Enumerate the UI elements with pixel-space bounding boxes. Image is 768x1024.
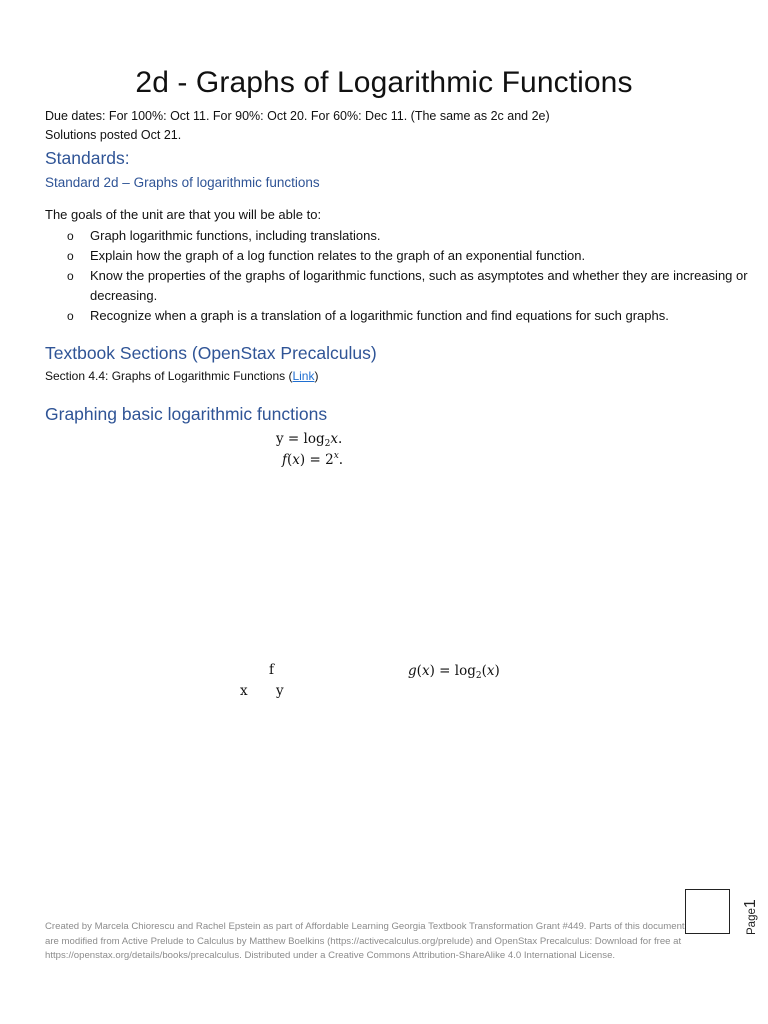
standards-heading: Standards: <box>45 148 130 168</box>
page-number-box <box>685 889 730 934</box>
section-link[interactable]: Link <box>292 369 315 383</box>
section-reference: Section 4.4: Graphs of Logarithmic Functions (Link) <box>45 369 319 383</box>
equation-log2: $y = \log_2x$. <box>276 431 343 449</box>
bullet-icon: o <box>67 229 74 243</box>
goals-intro: The goals of the unit are that you will be able to: <box>45 207 322 222</box>
solutions-text: Solutions posted Oct 21. <box>45 128 182 142</box>
footer-license: Created by Marcela Chiorescu and Rachel Epstein as part of Affordable Learning Georgia Textbook Transformation Grant #449. Parts of this document are modified from Active Prelude to Calculus by Matthew Boelkins (https://activecalculus.org/prelude) and OpenStax Precalculus: Download for free at https://openstax.org/details/books/precalculus. Distributed under a Creative Commons Attribution-ShareAlike 4.0 International License. <box>45 921 685 961</box>
table-function-label: f <box>269 662 274 678</box>
goals-list <box>45 226 760 326</box>
goals-section <box>45 207 760 326</box>
list-item: o Recognize when a graph is a translation of a logarithmic function and find equations for such graphs. <box>45 306 760 326</box>
equation-g: $g(x) = \log_2(x)$ <box>408 663 500 681</box>
page-title: 2d - Graphs of Logarithmic Functions <box>135 66 633 99</box>
textbook-heading: Textbook Sections (OpenStax Precalculus) <box>45 343 377 363</box>
bullet-icon: o <box>67 269 74 283</box>
graphing-heading: Graphing basic logarithmic functions <box>45 404 328 424</box>
list-item: o Graph logarithmic functions, including translations. <box>45 226 760 246</box>
page-number-label: Page1 <box>742 899 759 935</box>
list-item: o Know the properties of the graphs of logarithmic functions, such as asymptotes and whether they are increasing or decreasing. <box>67 268 748 303</box>
equation-exponential: $f(x) = 2^x$. <box>282 451 344 468</box>
bullet-icon: o <box>67 309 74 323</box>
table-y-header: y <box>276 683 284 699</box>
due-dates-text: Due dates: For 100%: Oct 11. For 90%: Oct 20. For 60%: Dec 11. (The same as 2c and 2e) <box>45 109 550 123</box>
standard-subheading: Standard 2d – Graphs of logarithmic functions <box>45 175 320 190</box>
bullet-icon: o <box>67 249 74 263</box>
list-item: o Explain how the graph of a log function relates to the graph of an exponential function. <box>45 246 760 266</box>
table-x-header: x <box>240 683 248 699</box>
